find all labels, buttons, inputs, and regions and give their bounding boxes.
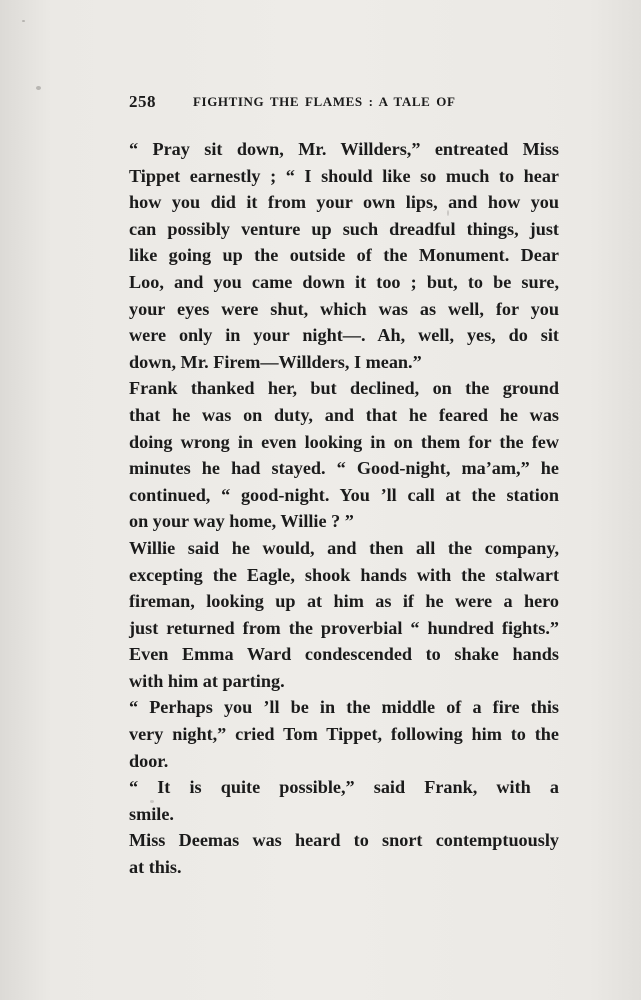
text-line: very night,” cried Tom Tippet, following him to the — [129, 724, 559, 745]
text-line: Tippet earnestly ; “ I should like so much to hear — [129, 165, 559, 186]
page-number: 258 — [129, 92, 156, 111]
text-line: down, Mr. Firem—Willders, I mean.” — [129, 351, 422, 372]
paragraph — [129, 827, 559, 880]
text-line: fireman, looking up at him as if he were a hero — [129, 591, 559, 612]
text-line: “ It is quite possible,” said Frank, with a — [129, 777, 559, 798]
paragraph — [129, 136, 559, 375]
text-line: how you did it from your own lips, and how you — [129, 192, 559, 213]
text-line: “ Perhaps you ’ll be in the middle of a fire this — [129, 697, 559, 718]
text-line: door. — [129, 750, 169, 771]
running-title: FIGHTING THE FLAMES : A TALE OF — [193, 94, 456, 109]
text-line: doing wrong in even looking in on them for the few — [129, 431, 559, 452]
text-line: were only in your night—. Ah, well, yes, do sit — [129, 325, 559, 346]
text-line: your eyes were shut, which was as well, for you — [129, 298, 559, 319]
text-line: with him at parting. — [129, 670, 285, 691]
paragraph — [129, 535, 559, 695]
text-line: smile. — [129, 803, 174, 824]
text-line: Willie said he would, and then all the company, — [129, 537, 559, 558]
paper-speck — [22, 20, 25, 22]
paragraph — [129, 694, 559, 774]
text-line: minutes he had stayed. “ Good-night, ma’am,” he — [129, 458, 559, 479]
text-line: Loo, and you came down it too ; but, to be sure, — [129, 271, 559, 292]
text-line: Frank thanked her, but declined, on the ground — [129, 378, 559, 399]
paper-speck — [36, 86, 41, 90]
running-head — [129, 92, 569, 114]
text-line: that he was on duty, and that he feared he was — [129, 404, 559, 425]
text-line: at this. — [129, 857, 182, 878]
text-line: continued, “ good-night. You ’ll call at the station — [129, 484, 559, 505]
text-line: Miss Deemas was heard to snort contemptuously — [129, 830, 559, 851]
text-line: just returned from the proverbial “ hundred fights.” — [129, 617, 559, 638]
text-line: excepting the Eagle, shook hands with the stalwart — [129, 564, 559, 585]
text-line: Even Emma Ward condescended to shake hands — [129, 644, 559, 665]
paragraph — [129, 375, 559, 535]
text-line: on your way home, Willie ? ” — [129, 511, 354, 532]
body-text — [129, 136, 559, 881]
text-line: like going up the outside of the Monument. Dear — [129, 245, 559, 266]
text-line: can possibly venture up such dreadful things, just — [129, 218, 559, 239]
text-line: “ Pray sit down, Mr. Willders,” entreated Miss — [129, 139, 559, 159]
paragraph — [129, 774, 559, 827]
